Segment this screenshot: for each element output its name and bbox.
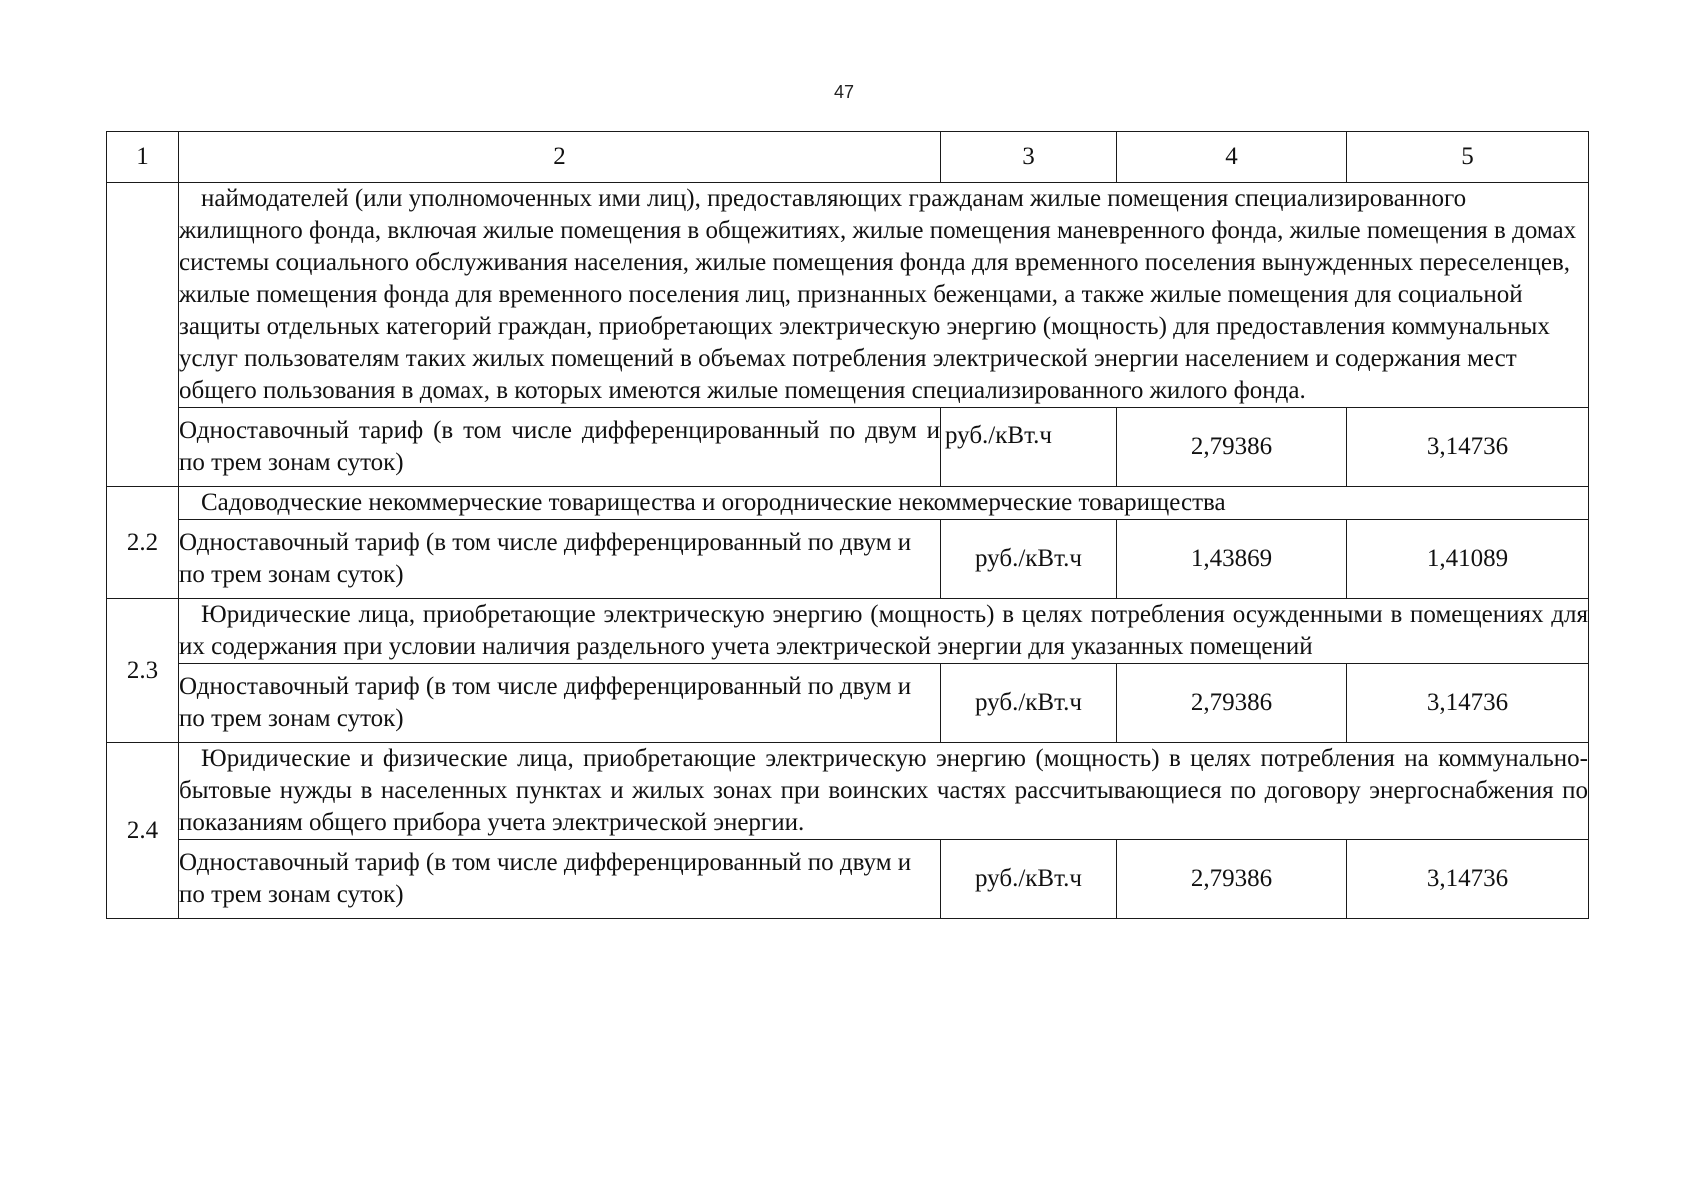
table-row: [107, 743, 1589, 840]
table-header-row: [107, 132, 1589, 183]
section-description-text: Юридические и физические лица, приобретающие электрическую энергию (мощность) в целях потребления на коммунально-бытовые нужды в населенных пунктах и жилых зонах при воинских частях рассчитывающиеся по договору энергоснабжения по показаниям общего прибора учета электрической энергии.: [179, 745, 1588, 836]
table-row: [107, 840, 1589, 919]
section-number: 2.2: [107, 487, 179, 599]
tariff-value-col5: 3,14736: [1347, 840, 1589, 919]
section-description: [179, 743, 1589, 840]
column-header-3: 3: [941, 132, 1117, 183]
section-number-cell: [107, 183, 179, 487]
tariff-value-col5: 1,41089: [1347, 520, 1589, 599]
table-row: [107, 599, 1589, 664]
table-row: [107, 408, 1589, 487]
section-description-text: наймодателей (или уполномоченных ими лиц), предоставляющих гражданам жилые помещения специализированного жилищного фонда, включая жилые помещения в общежитиях, жилые помещения маневренного фонда, жилые помещения в домах системы социального обслуживания населения, жилые помещения фонда для временного поселения вынужденных переселенцев, жилые помещения фонда для временного поселения лиц, признанных беженцами, а также жилые помещения для социальной защиты отдельных категорий граждан, приобретающих электрическую энергию (мощность) для предоставления коммунальных услуг пользователям таких жилых помещений в объемах потребления электрической энергии населением и содержания мест общего пользования в домах, в которых имеются жилые помещения специализированного жилого фонда.: [179, 185, 1577, 404]
tariff-unit: руб./кВт.ч: [941, 840, 1117, 919]
column-header-4: 4: [1117, 132, 1347, 183]
tariff-name: Одноставочный тариф (в том числе дифференцированный по двум и по трем зонам суток): [179, 840, 941, 919]
tariff-table: [106, 131, 1589, 919]
tariff-value-col4: 2,79386: [1117, 664, 1347, 743]
section-description-text: Садоводческие некоммерческие товарищества и огороднические некоммерческие товарищества: [201, 489, 1226, 516]
column-header-5: 5: [1347, 132, 1589, 183]
section-description-text: Юридические лица, приобретающие электрическую энергию (мощность) в целях потребления осужденными в помещениях для их содержания при условии наличия раздельного учета электрической энергии для указанных помещений: [179, 601, 1588, 660]
tariff-unit: руб./кВт.ч: [941, 408, 1117, 487]
tariff-value-col4: 1,43869: [1117, 520, 1347, 599]
table-row: [107, 183, 1589, 408]
tariff-value-col4: 2,79386: [1117, 840, 1347, 919]
tariff-unit: руб./кВт.ч: [941, 664, 1117, 743]
table-row: [107, 487, 1589, 520]
table-row: [107, 520, 1589, 599]
tariff-value-col5: 3,14736: [1347, 664, 1589, 743]
tariff-value-col5: 3,14736: [1347, 408, 1589, 487]
page-number: 47: [833, 82, 855, 102]
tariff-unit: руб./кВт.ч: [941, 520, 1117, 599]
section-number: 2.4: [107, 743, 179, 919]
tariff-name: Одноставочный тариф (в том числе дифференцированный по двум и по трем зонам суток): [179, 664, 941, 743]
section-description: [179, 487, 1589, 520]
section-number: 2.3: [107, 599, 179, 743]
section-description: [179, 599, 1589, 664]
tariff-value-col4: 2,79386: [1117, 408, 1347, 487]
table-row: [107, 664, 1589, 743]
column-header-2: 2: [179, 132, 941, 183]
tariff-name: Одноставочный тариф (в том числе дифференцированный по двум и по трем зонам суток): [179, 408, 941, 487]
tariff-name: Одноставочный тариф (в том числе дифференцированный по двум и по трем зонам суток): [179, 520, 941, 599]
section-description: [179, 183, 1589, 408]
column-header-1: 1: [107, 132, 179, 183]
